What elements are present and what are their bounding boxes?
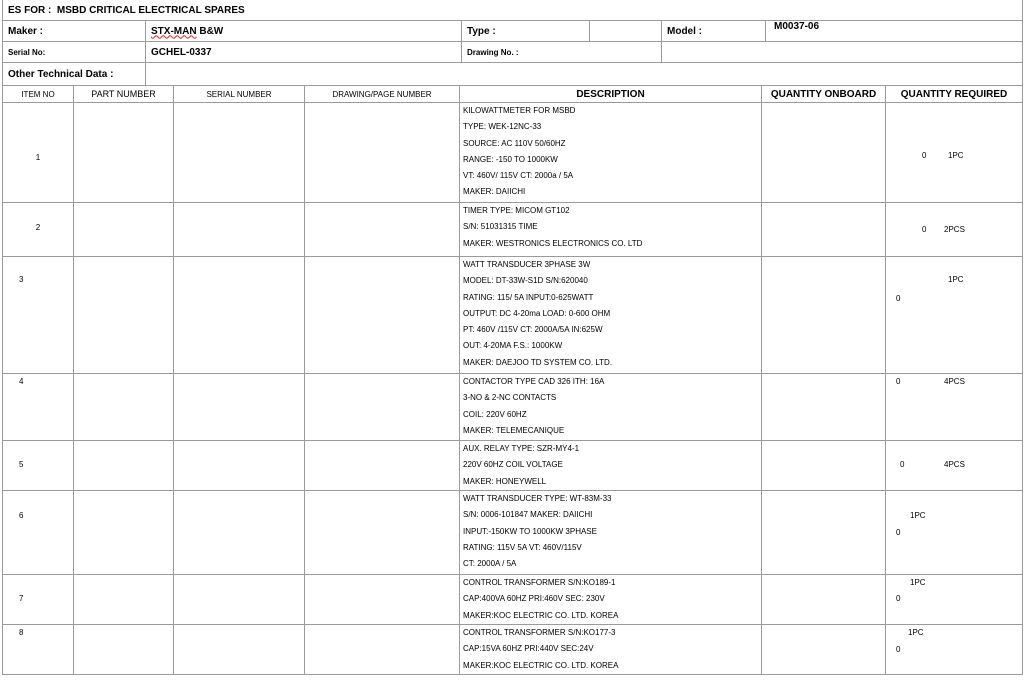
serial-number-cell [174,257,305,374]
part-number-cell [74,625,174,675]
maker-value [146,21,462,42]
maker-value-misspelled: STX-MAN [151,25,197,37]
qty-onboard-value: 0 [896,528,901,537]
es-for-cell [3,0,1023,21]
item-number: 5 [3,441,74,491]
description-line: COIL: 220V 60HZ [463,409,527,419]
maker-label: Maker : [3,21,146,42]
qty-onboard-cell [762,575,901,625]
description-line: RATING: 115/ 5A INPUT:0-625WATT [463,292,594,302]
qty-required-cell [886,103,1023,203]
qty-required-value: 4PCS [944,377,965,386]
table-row [3,374,1023,441]
model-label: Model : [662,21,766,42]
qty-required-value: 1PC [948,151,964,160]
col-serial-number: SERIAL NUMBER [174,86,305,103]
item-number: 4 [3,374,74,441]
qty-onboard-cell [762,491,901,575]
part-number-cell [74,103,174,203]
table-row [3,203,1023,257]
description-line: MAKER: TELEMECANIQUE [463,425,565,435]
qty-onboard-value: 0 [896,645,901,654]
description-line: MAKER: WESTRONICS ELECTRONICS CO. LTD [463,238,643,248]
qty-required-cell [886,575,1023,625]
description-line: AUX. RELAY TYPE: SZR-MY4-1 [463,444,580,453]
table-row [3,257,1023,374]
part-number-cell [74,441,174,491]
other-tech-value [146,63,1023,86]
description-line: S/N: 51031315 TIME [463,222,538,232]
description-line: MODEL: DT-33W-S1D S/N:620040 [463,276,588,286]
table-row [3,441,1023,491]
qty-onboard-value: 0 [896,377,901,386]
qty-onboard-value: 0 [900,460,905,469]
col-drawing-page: DRAWING/PAGE NUMBER [305,86,460,103]
serial-number-cell [174,441,305,491]
qty-required-cell [886,441,1023,491]
item-number: 2 [3,203,74,257]
serial-number-cell [174,103,305,203]
other-tech-label: Other Technical Data : [3,63,146,86]
drawing-value [662,42,1023,63]
description-line: OUTPUT: DC 4-20ma LOAD: 0-600 OHM [463,308,611,318]
qty-required-cell [886,625,1023,675]
qty-onboard-cell [762,203,927,257]
col-part-number: PART NUMBER [74,86,174,103]
qty-onboard-cell [762,441,905,491]
part-number-cell [74,374,174,441]
description-line: WATT TRANSDUCER 3PHASE 3W [463,260,591,269]
description-line: TIMER TYPE: MICOM GT102 [463,206,570,215]
table-row [3,575,1023,625]
description-line: MAKER:KOC ELECTRIC CO. LTD. KOREA [463,610,619,620]
table-row [3,103,1023,203]
es-for-label: ES FOR : [8,4,52,16]
qty-required-cell [886,374,1023,441]
part-number-cell [74,203,174,257]
col-qty-required: QUANTITY REQUIRED [886,86,1023,103]
serial-number-cell [174,203,305,257]
serial-number-cell [174,575,305,625]
description-line: 3-NO & 2-NC CONTACTS [463,393,557,403]
description-cell [460,625,762,675]
qty-required-cell [886,257,1023,374]
header-table [2,0,1023,86]
description-line: CAP:15VA 60HZ PRI:440V SEC:24V [463,644,594,654]
serial-label: Serial No: [3,42,146,63]
table-row [3,625,1023,675]
qty-required-value: 1PC [908,628,924,637]
item-number: 8 [3,625,74,675]
description-line: KILOWATTMETER FOR MSBD [463,106,576,115]
qty-required-cell [886,491,1023,575]
serial-number-cell [174,374,305,441]
qty-required-cell [886,203,1023,257]
col-item-no: ITEM NO [3,86,74,103]
description-line: INPUT:-150KW TO 1000KW 3PHASE [463,526,597,536]
qty-onboard-cell [762,103,927,203]
description-line: MAKER: DAIICHI [463,187,526,197]
qty-required-value: 1PC [910,511,926,520]
description-cell [460,374,762,441]
drawing-page-cell [305,625,460,675]
description-cell [460,491,762,575]
maker-value-rest: B&W [196,25,224,37]
qty-onboard-value: 0 [922,151,927,160]
part-number-cell [74,575,174,625]
drawing-label: Drawing No. : [462,42,662,63]
description-line: CT: 2000A / 5A [463,559,517,569]
description-line: SOURCE: AC 110V 50/60HZ [463,138,566,148]
type-label: Type : [462,21,590,42]
description-line: S/N: 0006-101847 MAKER: DAIICHI [463,510,593,520]
table-row [3,491,1023,575]
drawing-page-cell [305,491,460,575]
qty-required-value: 2PCS [944,225,965,234]
col-qty-onboard: QUANTITY ONBOARD [762,86,886,103]
spares-sheet [2,0,1022,675]
qty-required-value: 1PC [910,578,926,587]
qty-onboard-value: 0 [896,594,901,603]
description-line: MAKER: HONEYWELL [463,476,547,486]
qty-required-value: 1PC [948,275,964,284]
description-cell [460,257,762,374]
description-line: CONTROL TRANSFORMER S/N:KO177-3 [463,628,616,637]
description-line: RATING: 115V 5A VT: 460V/115V [463,542,582,552]
qty-onboard-cell [762,625,901,675]
qty-onboard-value: 0 [896,294,901,303]
drawing-page-cell [305,103,460,203]
item-number: 7 [3,575,74,625]
serial-number-cell [174,625,305,675]
qty-onboard-cell [762,374,901,441]
items-table [2,85,1023,675]
description-cell [460,203,762,257]
description-line: OUT: 4-20MA F.S.: 1000KW [463,341,563,351]
description-line: CONTROL TRANSFORMER S/N:KO189-1 [463,578,616,587]
drawing-page-cell [305,441,460,491]
description-line: MAKER:KOC ELECTRIC CO. LTD. KOREA [463,660,619,670]
description-line: PT: 460V /115V CT: 2000A/5A IN:625W [463,325,603,335]
serial-value: GCHEL-0337 [146,42,462,63]
part-number-cell [74,491,174,575]
description-line: WATT TRANSDUCER TYPE: WT-83M-33 [463,494,612,503]
drawing-page-cell [305,374,460,441]
drawing-page-cell [305,203,460,257]
description-line: MAKER: DAEJOO TD SYSTEM CO. LTD. [463,357,613,367]
description-line: CAP:400VA 60HZ PRI:460V SEC: 230V [463,594,605,604]
item-number: 1 [3,103,74,203]
qty-required-value: 4PCS [944,460,965,469]
description-line: CONTACTOR TYPE CAD 326 ITH: 16A [463,377,605,386]
description-cell [460,103,762,203]
es-for-value: MSBD CRITICAL ELECTRICAL SPARES [56,4,245,16]
description-line: VT: 460V/ 115V CT: 2000a / 5A [463,171,574,181]
model-value: M0037-06 [766,21,1023,42]
item-number: 6 [3,491,74,575]
part-number-cell [74,257,174,374]
type-value [590,21,662,42]
item-number: 3 [3,257,74,374]
drawing-page-cell [305,257,460,374]
description-line: RANGE: -150 TO 1000KW [463,154,558,164]
qty-onboard-cell [762,257,901,374]
description-line: 220V 60HZ COIL VOLTAGE [463,460,563,470]
description-cell [460,575,762,625]
col-description: DESCRIPTION [460,86,762,103]
description-line: TYPE: WEK-12NC-33 [463,122,542,132]
serial-number-cell [174,491,305,575]
description-cell [460,441,762,491]
drawing-page-cell [305,575,460,625]
qty-onboard-value: 0 [922,225,927,234]
